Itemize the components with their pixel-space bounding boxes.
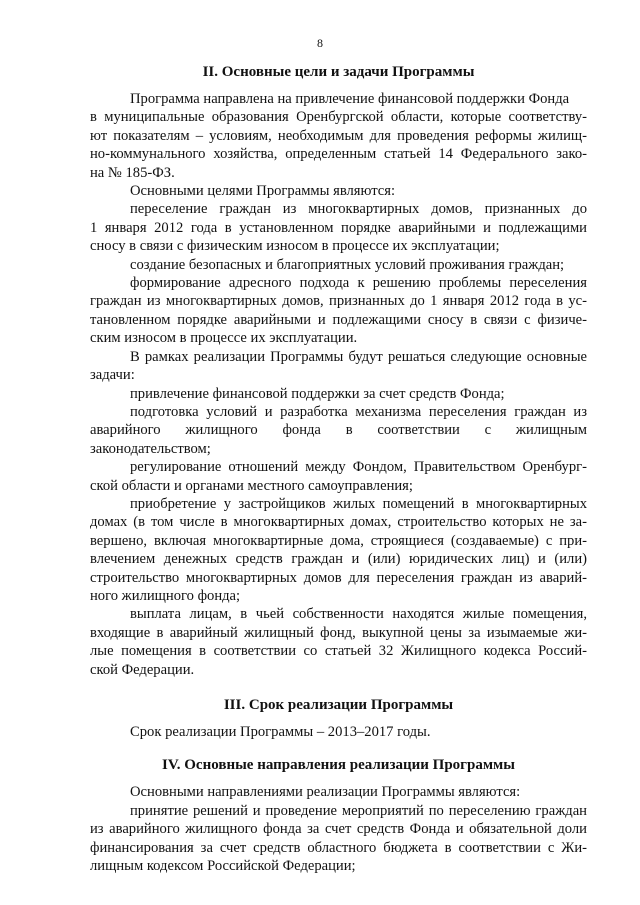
text-line: на № 185-ФЗ. (90, 164, 175, 181)
text-line: граждан из многоквартирных домов, признанных до 1 января 2012 года в ус- (90, 293, 587, 310)
text-line: но-коммунального хозяйства, определенным статьей 14 Федерального зако- (90, 146, 587, 163)
text-line: законодательством; (90, 440, 211, 457)
text-line: в муниципальные образования Оренбургской области, которые соответству- (90, 109, 587, 126)
text-line: Основными целями Программы являются: (130, 183, 396, 200)
text-line: лые помещения в соответствии со статьей 32 Жилищного кодекса Россий- (90, 643, 587, 660)
section-2-body (90, 90, 587, 679)
text-line: задачи: (90, 367, 135, 384)
text-line: Основными направлениями реализации Программы являются: (130, 784, 521, 801)
text-line: ют показателям – условиям, необходимым для проведения реформы жилищ- (90, 127, 587, 144)
text-line: влечением денежных средств граждан и (или) юридических лиц) и (или) (90, 551, 587, 568)
text-line: вершено, включая многоквартирные дома, строящиеся (создаваемые) с при- (90, 532, 587, 549)
text-line: привлечение финансовой поддержки за счет средств Фонда; (130, 385, 505, 402)
section-4-title: IV. Основные направления реализации Программы (162, 757, 515, 774)
text-line: выплата лицам, в чьей собственности находятся жилые помещения, (130, 606, 587, 623)
section-4-body (90, 783, 587, 875)
section-3-text: Срок реализации Программы – 2013–2017 годы. (130, 724, 431, 740)
text-line: строительство многоквартирных домов для переселения граждан из аварий- (90, 569, 587, 586)
text-line: тановленном порядке аварийными и подлежащими сносу в связи с физиче- (90, 311, 587, 328)
text-line: переселение граждан из многоквартирных домов, признанных до (130, 201, 587, 218)
text-line: подготовка условий и разработка механизма переселения граждан из (130, 403, 587, 420)
text-line: из аварийного жилищного фонда за счет средств Фонда и обязательной доли (90, 821, 587, 838)
text-line: формирование адресного подхода к решению проблемы переселения (130, 275, 587, 292)
text-line: приобретение у застройщиков жилых помещений в многоквартирных (130, 495, 587, 512)
text-line: ской Федерации. (90, 661, 195, 678)
text-line: ской области и органами местного самоуправления; (90, 477, 413, 494)
text-line: ного жилищного фонда; (90, 587, 241, 604)
text-line: Программа направлена на привлечение финансовой поддержки Фонда (130, 91, 570, 107)
document-body (90, 62, 587, 875)
text-line: В рамках реализации Программы будут решаться следующие основные (130, 348, 587, 365)
text-line: ским износом в процессе их эксплуатации. (90, 330, 358, 347)
text-line: сносу в связи с физическим износом в процессе их эксплуатации; (90, 238, 500, 255)
text-line: создание безопасных и благоприятных условий проживания граждан; (130, 256, 565, 273)
page-number: 8 (317, 36, 323, 50)
text-line: 1 января 2012 года в установленном порядке аварийными и подлежащими (90, 219, 587, 236)
text-line: принятие решений и проведение мероприятий по переселению граждан (130, 802, 587, 819)
section-3-title: III. Срок реализации Программы (223, 697, 454, 713)
text-line: входящие в аварийный жилищный фонд, выкупной цены за изымаемые жи- (90, 624, 587, 641)
text-line: финансирования за счет средств областного бюджета в соответствии с Жи- (90, 839, 587, 856)
text-line: аварийного жилищного фонда в соответствии с жилищным (90, 422, 587, 439)
text-line: лищным кодексом Российской Федерации; (90, 858, 356, 875)
text-line: регулирование отношений между Фондом, Правительством Оренбург- (130, 459, 587, 476)
text-line: домах (в том числе в многоквартирных домах, строительство которых не за- (90, 514, 587, 531)
section-2-title: II. Основные цели и задачи Программы (202, 64, 475, 80)
